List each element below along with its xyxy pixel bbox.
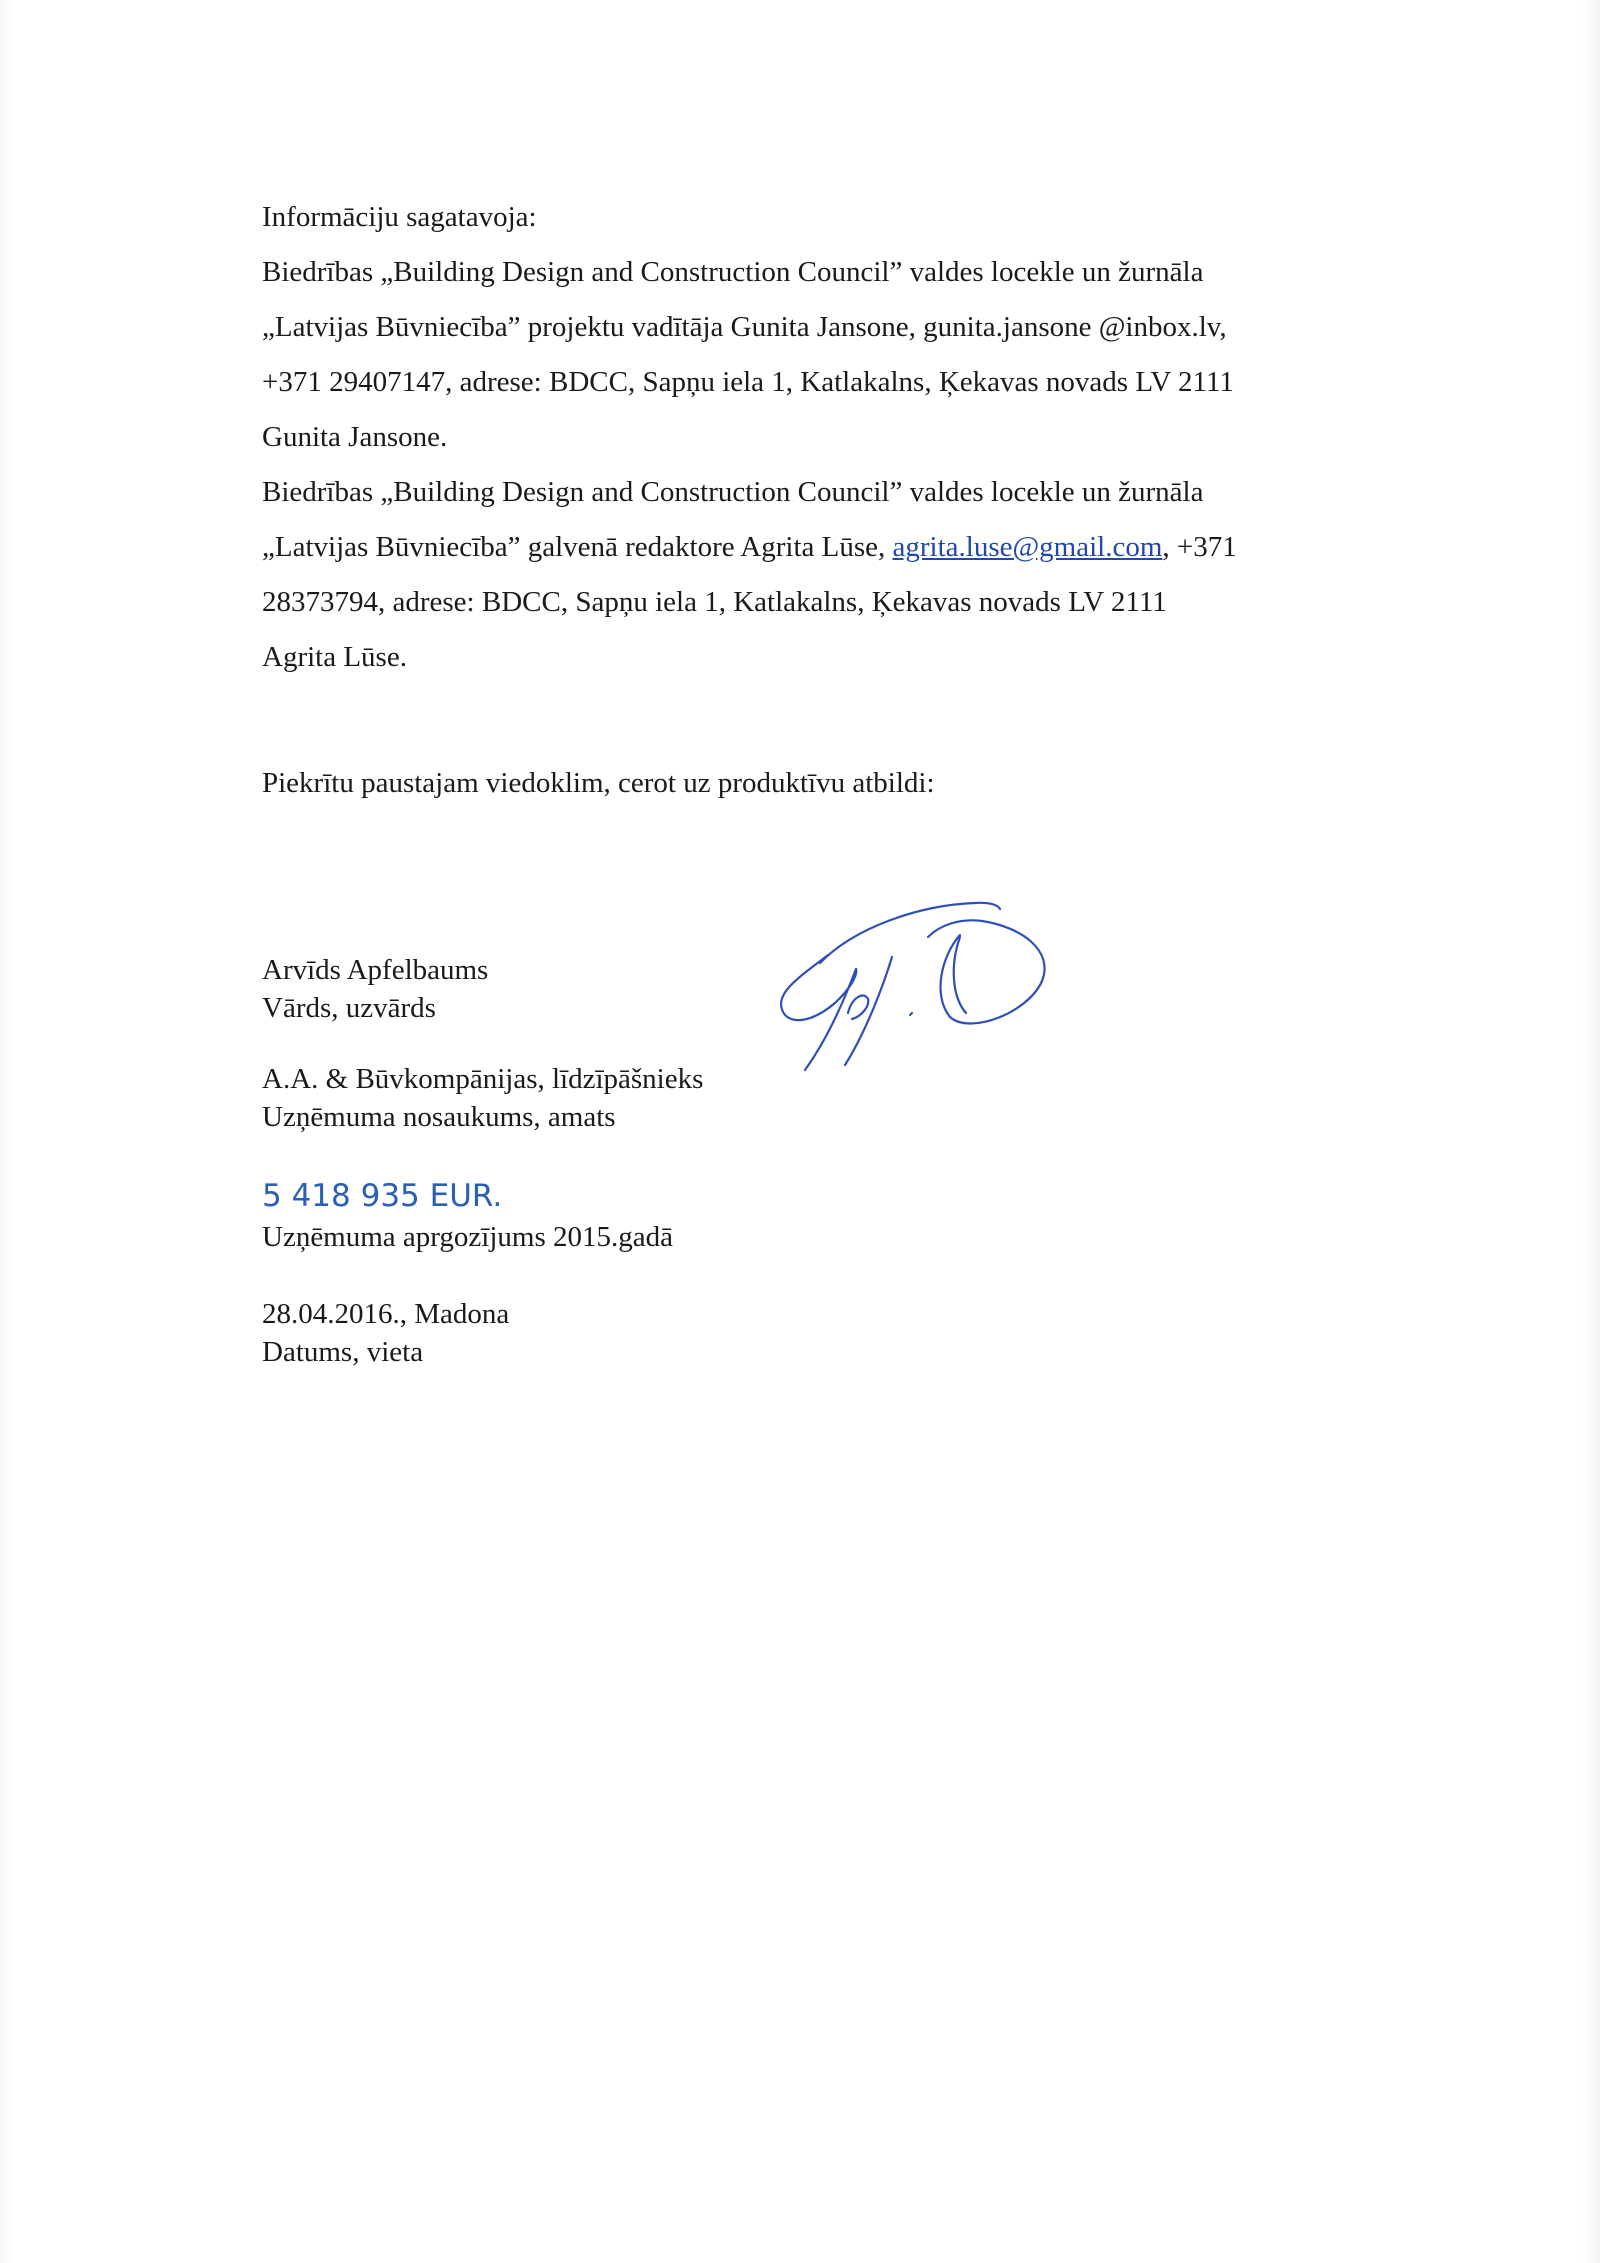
info-line-1: Biedrības „Building Design and Construction Council” valdes locekle un žurnāla [262,256,1204,288]
info-line-5: Biedrības „Building Design and Construction Council” valdes locekle un žurnāla [262,476,1204,508]
name-caption: Vārds, uzvārds [262,992,436,1024]
company-value: A.A. & Būvkompānijas, līdzīpāšnieks [262,1063,704,1095]
turnover-caption: Uzņēmuma aprgozījums 2015.gadā [262,1221,673,1253]
info-line-3: +371 29407147, adrese: BDCC, Sapņu iela 1, Katlakalns, Ķekavas novads LV 2111 [262,366,1234,398]
info-line-6 [262,520,1362,575]
company-field [262,1060,703,1136]
name-value: Arvīds Apfelbaums [262,954,489,986]
info-line-2: „Latvijas Būvniecība” projektu vadītāja Gunita Jansone, gunita.jansone @inbox.lv, [262,311,1227,343]
info-line-8: Agrita Lūse. [262,641,407,673]
name-field [262,951,488,1027]
date-value: 28.04.2016., Madona [262,1298,510,1330]
turnover-value: 5 418 935 EUR. [262,1178,503,1214]
date-caption: Datums, vieta [262,1336,424,1368]
turnover-field [262,1174,673,1256]
info-line-4: Gunita Jansone. [262,421,448,453]
info-line-6-prefix: „Latvijas Būvniecība” galvenā redaktore Agrita Lūse, [262,531,893,563]
contact-info-section [262,190,1362,685]
info-heading: Informāciju sagatavoja: [262,201,537,233]
info-line-6-suffix: , +371 [1162,531,1237,563]
company-caption: Uzņēmuma nosaukums, amats [262,1101,616,1133]
handwritten-signature [760,885,1060,1080]
agreement-statement: Piekrītu paustajam viedoklim, cerot uz produktīvu atbildi: [262,767,935,799]
email-link[interactable]: agrita.luse@gmail.com [892,531,1163,563]
info-line-7: 28373794, adrese: BDCC, Sapņu iela 1, Katlakalns, Ķekavas novads LV 2111 [262,586,1167,618]
date-field [262,1295,509,1371]
